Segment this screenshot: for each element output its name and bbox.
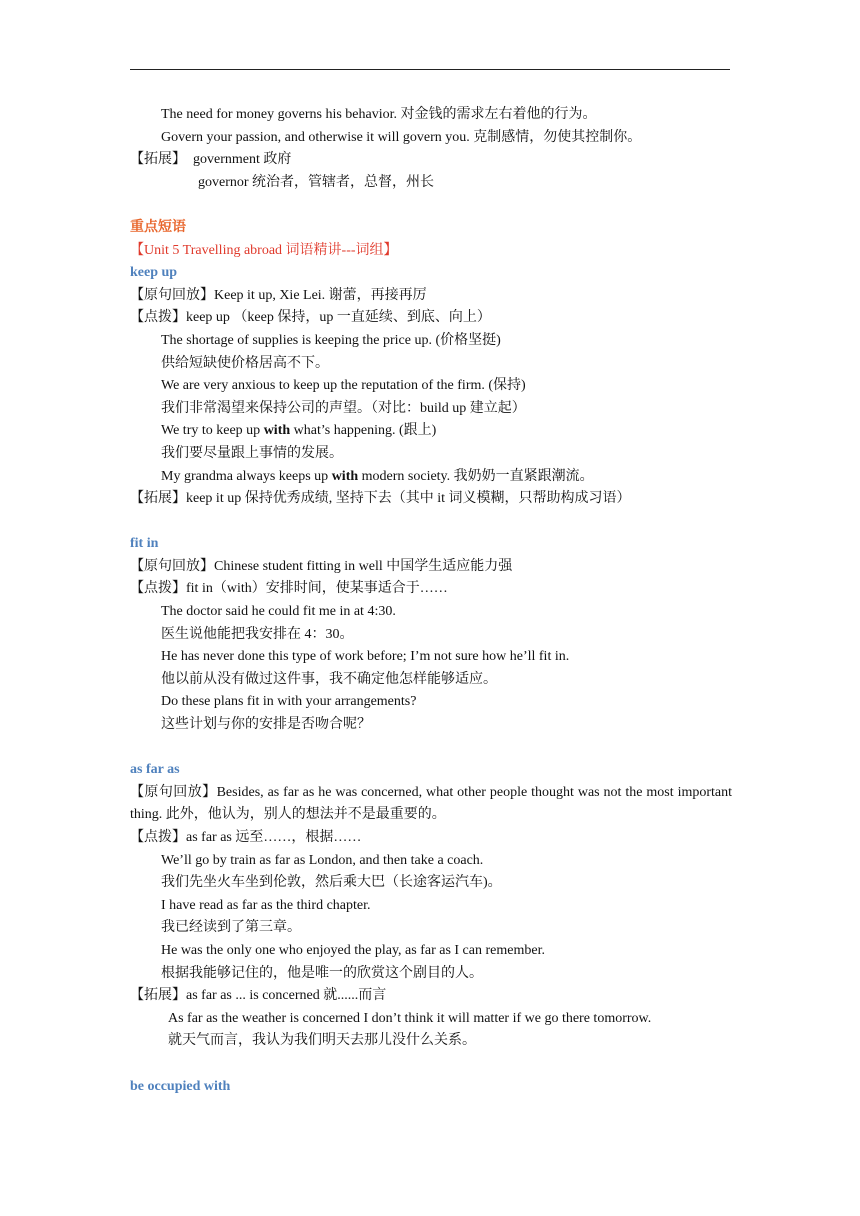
keep-up-example-3-zh: 我们要尽量跟上事情的发展。	[161, 445, 343, 461]
keep-up-example-3-en	[130, 420, 732, 443]
phrase-title-keep-up: keep up	[130, 265, 178, 281]
keep-up-example-1-en: The shortage of supplies is keeping the price up. (价格坚挺)	[161, 332, 501, 348]
keep-up-example-2-zh: 我们非常渴望来保持公司的声望。（对比：build up 建立起）	[161, 400, 526, 416]
fit-in-example-1-en: The doctor said he could fit me in at 4:30.	[161, 604, 396, 620]
extension-label: 【拓展】	[130, 152, 186, 168]
as-far-as-tip: 【点拨】as far as 远至……，根据……	[130, 830, 362, 845]
as-far-as-extension-example-zh: 就天气而言，我认为我们明天去那儿没什么关系。	[168, 1033, 476, 1049]
govern-extension-2: governor 统治者，管辖者，总督，州长	[198, 174, 435, 190]
keep-up-example-4	[130, 466, 732, 489]
as-far-as-example-1-zh: 我们先坐火车坐到伦敦，然后乘大巴（长途客运汽车)。	[161, 875, 502, 891]
extension-word-1: government 政府	[193, 152, 292, 168]
phrases-heading: 重点短语	[130, 219, 186, 235]
govern-example-2: Govern your passion, and otherwise it will govern you. 克制感情，勿使其控制你。	[161, 129, 642, 145]
example-text: My grandma always keeps up	[161, 468, 332, 484]
keep-up-example-2-en: We are very anxious to keep up the reputation of the firm. (保持)	[161, 378, 526, 394]
fit-in-tip: 【点拨】fit in（with）安排时间，使某事适合于……	[130, 581, 448, 597]
as-far-as-origin: 【原句回放】Besides, as far as he was concerned, what other people thought was not the most important thing. 此外，他认为，别人的想法并不是最重要的。	[130, 784, 732, 823]
as-far-as-example-2-en: I have read as far as the third chapter.	[161, 897, 371, 913]
keep-up-extension: 【拓展】keep it up 保持优秀成绩, 坚持下去（其中 it 词义模糊，只帮助构成习语）	[130, 491, 631, 507]
govern-example-1: The need for money governs his behavior. 对金钱的需求左右着他的行为。	[161, 107, 597, 122]
fit-in-example-1-zh: 医生说他能把我安排在 4：30。	[161, 626, 354, 642]
phrase-title-as-far-as: as far as	[130, 762, 180, 778]
keep-up-origin: 【原句回放】Keep it up, Xie Lei. 谢蕾，再接再厉	[130, 287, 427, 303]
phrase-title-fit-in: fit in	[130, 536, 159, 552]
keep-up-example-1-zh: 供给短缺使价格居高不下。	[161, 355, 329, 371]
header-rule	[130, 69, 730, 70]
example-text: what’s happening. (跟上)	[290, 423, 437, 439]
fit-in-origin: 【原句回放】Chinese student fitting in well 中国学生适应能力强	[130, 558, 513, 574]
as-far-as-extension-example-en: As far as the weather is concerned I don’t think it will matter if we go there tomorrow.	[168, 1010, 652, 1026]
document-body	[130, 104, 732, 1098]
as-far-as-example-1-en: We’ll go by train as far as London, and then take a coach.	[161, 852, 484, 868]
unit-title: 【Unit 5 Travelling abroad 词语精讲---词组】	[130, 242, 398, 258]
as-far-as-example-3-en: He was the only one who enjoyed the play, as far as I can remember.	[161, 942, 545, 958]
as-far-as-extension: 【拓展】as far as ... is concerned 就......而言	[130, 988, 387, 1004]
example-text: modern society. 我奶奶一直紧跟潮流。	[358, 468, 594, 484]
phrase-title-be-occupied-with: be occupied with	[130, 1078, 231, 1094]
as-far-as-example-2-zh: 我已经读到了第三章。	[161, 920, 301, 936]
fit-in-example-3-en: Do these plans fit in with your arrangements?	[161, 694, 417, 710]
bold-with: with	[331, 468, 359, 484]
fit-in-example-2-zh: 他以前从没有做过这件事，我不确定他怎样能够适应。	[161, 671, 497, 687]
fit-in-example-3-zh: 这些计划与你的安排是否吻合呢？	[161, 717, 371, 733]
fit-in-example-2-en: He has never done this type of work before; I’m not sure how he’ll fit in.	[161, 649, 570, 665]
bold-with: with	[263, 423, 291, 439]
govern-extension-1	[130, 149, 732, 172]
example-text: We try to keep up	[161, 423, 264, 439]
as-far-as-example-3-zh: 根据我能够记住的，他是唯一的欣赏这个剧目的人。	[161, 965, 483, 981]
keep-up-tip: 【点拨】keep up （keep 保持，up 一直延续、到底、向上）	[130, 310, 491, 326]
